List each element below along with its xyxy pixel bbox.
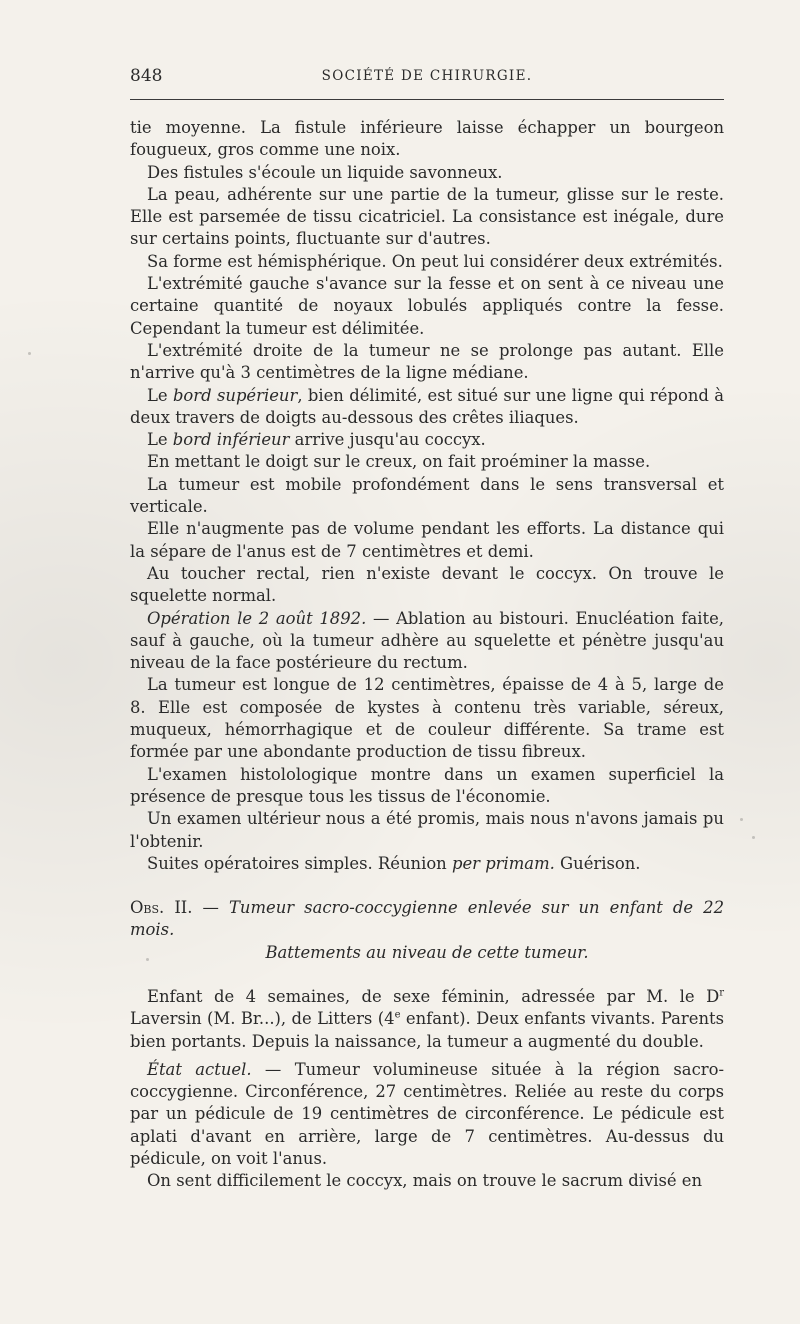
paragraph: Des fistules s'écoule un liquide savonneux. bbox=[147, 162, 503, 182]
text-run: Le bbox=[147, 430, 173, 450]
body-text bbox=[130, 117, 724, 1193]
running-title: SOCIÉTÉ DE CHIRURGIE. bbox=[321, 68, 533, 84]
spacer bbox=[130, 964, 724, 986]
scan-speck bbox=[740, 818, 743, 821]
paragraph: tie moyenne. La fistule inférieure laisse échapper un bourgeon fougueux, gros comme une noix. bbox=[130, 118, 724, 160]
italic-term: bord inférieur bbox=[172, 430, 290, 450]
paragraph bbox=[130, 429, 724, 451]
italic-term: État actuel. bbox=[147, 1059, 252, 1079]
paragraph bbox=[130, 1059, 724, 1170]
italic-term: bord supérieur bbox=[172, 385, 298, 405]
paragraph bbox=[130, 853, 724, 875]
text-run: Enfant de 4 semaines, de sexe féminin, adressée par M. le D bbox=[147, 986, 720, 1006]
text-run: Le bbox=[147, 385, 173, 405]
spacer bbox=[130, 875, 724, 897]
paragraph bbox=[130, 986, 724, 1053]
paragraph: En mettant le doigt sur le creux, on fait proéminer la masse. bbox=[147, 452, 651, 472]
paragraph: La tumeur est mobile profondément dans le sens transversal et verticale. bbox=[130, 474, 724, 517]
paragraph: Un examen ultérieur nous a été promis, mais nous n'avons jamais pu l'obtenir. bbox=[130, 809, 724, 851]
scan-speck bbox=[146, 958, 149, 961]
superscript: r bbox=[719, 987, 724, 999]
paragraph: Sa forme est hémisphérique. On peut lui considérer deux extrémités. bbox=[147, 251, 723, 271]
superscript: e bbox=[394, 1009, 401, 1021]
italic-term: per primam. bbox=[451, 853, 555, 873]
observation-label: Obs. II. bbox=[130, 898, 193, 918]
text-run: arrive jusqu'au coccyx. bbox=[289, 430, 486, 450]
text-run: enfant). Deux enfants vivants. Parents bien portants. Depuis la naissance, la tumeur a augmenté du double. bbox=[130, 1009, 724, 1051]
paragraph: L'extrémité gauche s'avance sur la fesse et on sent à ce niveau une certaine quantité de noyaux lobulés appliqués contre la fesse. Cependant la tumeur est délimitée. bbox=[130, 274, 724, 338]
paragraph bbox=[130, 608, 724, 675]
text-run: , bien délimité, est situé sur une ligne qui répond à deux travers de doigts au-dessous des crêtes iliaques. bbox=[130, 385, 725, 427]
paragraph: Elle n'augmente pas de volume pendant les efforts. La distance qui la sépare de l'anus est de 7 centimètres et demi. bbox=[130, 519, 724, 561]
paragraph: On sent difficilement le coccyx, mais on trouve le sacrum divisé en bbox=[147, 1171, 703, 1191]
paragraph: L'examen histolologique montre dans un examen superficiel la présence de presque tous les tissus de l'économie. bbox=[130, 764, 724, 806]
paragraph: La tumeur est longue de 12 centimètres, épaisse de 4 à 5, large de 8. Elle est composée de kystes à contenu très variable, séreux, muqueux, hémorrhagique et de couleur différente. Sa trame est formée par une abondante production de tissu fibreux. bbox=[130, 675, 724, 762]
page-header bbox=[130, 66, 724, 94]
text-run: Laversin (M. Br...), de Litters (4 bbox=[130, 1009, 395, 1029]
observation-title: Tumeur sacro-coccygienne enlevée sur un enfant de 22 mois. bbox=[130, 898, 725, 940]
observation-subtitle bbox=[130, 942, 724, 964]
paragraph bbox=[130, 385, 724, 430]
italic-term: Opération le 2 août 1892. bbox=[147, 608, 367, 628]
paragraph: L'extrémité droite de la tumeur ne se prolonge pas autant. Elle n'arrive qu'à 3 centimètres de la ligne médiane. bbox=[130, 340, 724, 383]
scan-speck bbox=[752, 836, 755, 839]
text-run: Suites opératoires simples. Réunion bbox=[147, 853, 452, 873]
observation-heading bbox=[130, 897, 724, 942]
page-number: 848 bbox=[130, 66, 163, 86]
scan-speck bbox=[28, 352, 31, 355]
text-run: — Ablation au bistouri. Enucléation faite, sauf à gauche, où la tumeur adhère au squelette et pénètre jusqu'au niveau de la face postérieure du rectum. bbox=[130, 608, 724, 673]
header-rule bbox=[130, 99, 724, 100]
text-run: — Tumeur volumineuse située à la région sacro-coccygienne. Circonférence, 27 centimètres. Reliée au reste du corps par un pédicule de 19 centimètres de circonférence. Le pédicule est aplati d'avant en arrière, large de 7 centimètres. Au-dessus du pédicule, on voit l'anus. bbox=[130, 1059, 725, 1169]
observation-title-line2: Battements au niveau de cette tumeur. bbox=[265, 942, 589, 962]
text-run: — bbox=[192, 898, 229, 918]
text-run: Guérison. bbox=[554, 853, 641, 873]
paragraph: Au toucher rectal, rien n'existe devant le coccyx. On trouve le squelette normal. bbox=[130, 563, 724, 606]
paragraph: La peau, adhérente sur une partie de la tumeur, glisse sur le reste. Elle est parsemée de tissu cicatriciel. La consistance est inégale, dure sur certains points, fluctuante sur d'autres. bbox=[130, 184, 724, 249]
